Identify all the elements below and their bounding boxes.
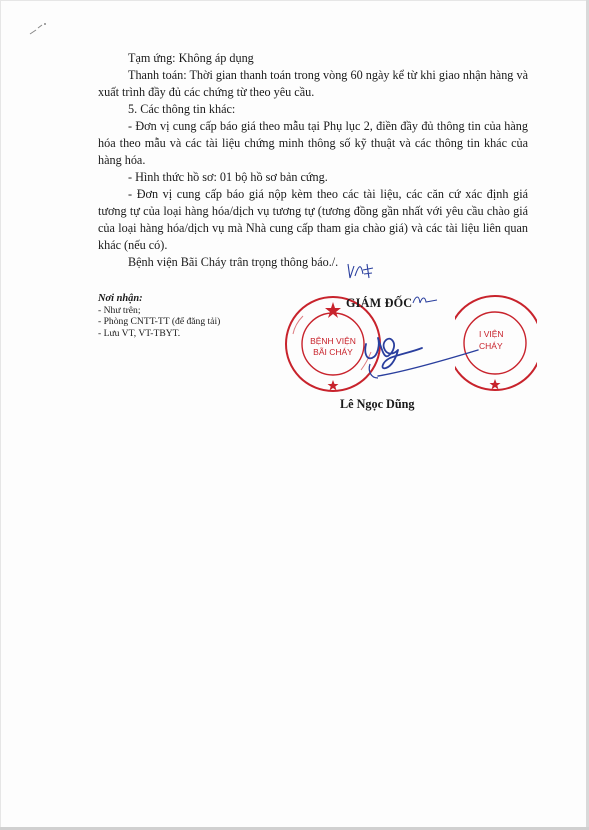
signer-title: GIÁM ĐỐC [346,296,413,310]
initial-mark [345,260,375,282]
section-5-title: 5. Các thông tin khác: [128,102,236,116]
stamp-partial-line-2: CHÁY [479,341,503,351]
initial-mark [411,291,439,307]
director-signature [352,322,482,386]
recipients-title: Nơi nhận: [98,293,143,304]
item-attachments: - Đơn vị cung cấp báo giá nộp kèm theo các tài liệu, các căn cứ xác định giá tương tự của loại hàng hóa/dịch vụ tương tự (tương đồng gần nhất với yêu cầu chào giá của loại hàng hóa/dịch vụ mà Nhà cung cấp tham gia chào giá) và các tài liệu liên quan khác (nếu có). [98,187,528,253]
item-quote-form: - Đơn vị cung cấp báo giá theo mẫu tại Phụ lục 2, điền đầy đủ thông tin của hàng hóa theo mẫu và các tài liệu chứng minh thông số kỹ thuật và các thông tin khác của hàng hóa. [98,119,528,168]
recipient-item: - Như trên; [98,304,141,316]
stamp-partial-line-1: I VIỆN [479,329,504,339]
advance-text: Tạm ứng: Không áp dụng [128,51,254,65]
scan-mark [28,22,50,36]
recipient-item: - Lưu VT, VT-TBYT. [98,327,181,339]
item-dossier-format: - Hình thức hồ sơ: 01 bộ hồ sơ bản cứng. [128,170,328,184]
recipient-item: - Phòng CNTT-TT (để đăng tải) [98,316,221,328]
payment-text: Thanh toán: Thời gian thanh toán trong vòng 60 ngày kể từ khi giao nhận hàng và xuất trình đầy đủ các chứng từ theo yêu cầu. [98,68,528,100]
signer-name: Lê Ngọc Dũng [340,397,415,411]
stamp-line-1: BỆNH VIỆN [310,336,356,346]
recipients-block [98,293,298,339]
stamp-line-2: BÃI CHÁY [313,347,353,357]
closing-text: Bệnh viện Bãi Cháy trân trọng thông báo./. [128,255,339,269]
